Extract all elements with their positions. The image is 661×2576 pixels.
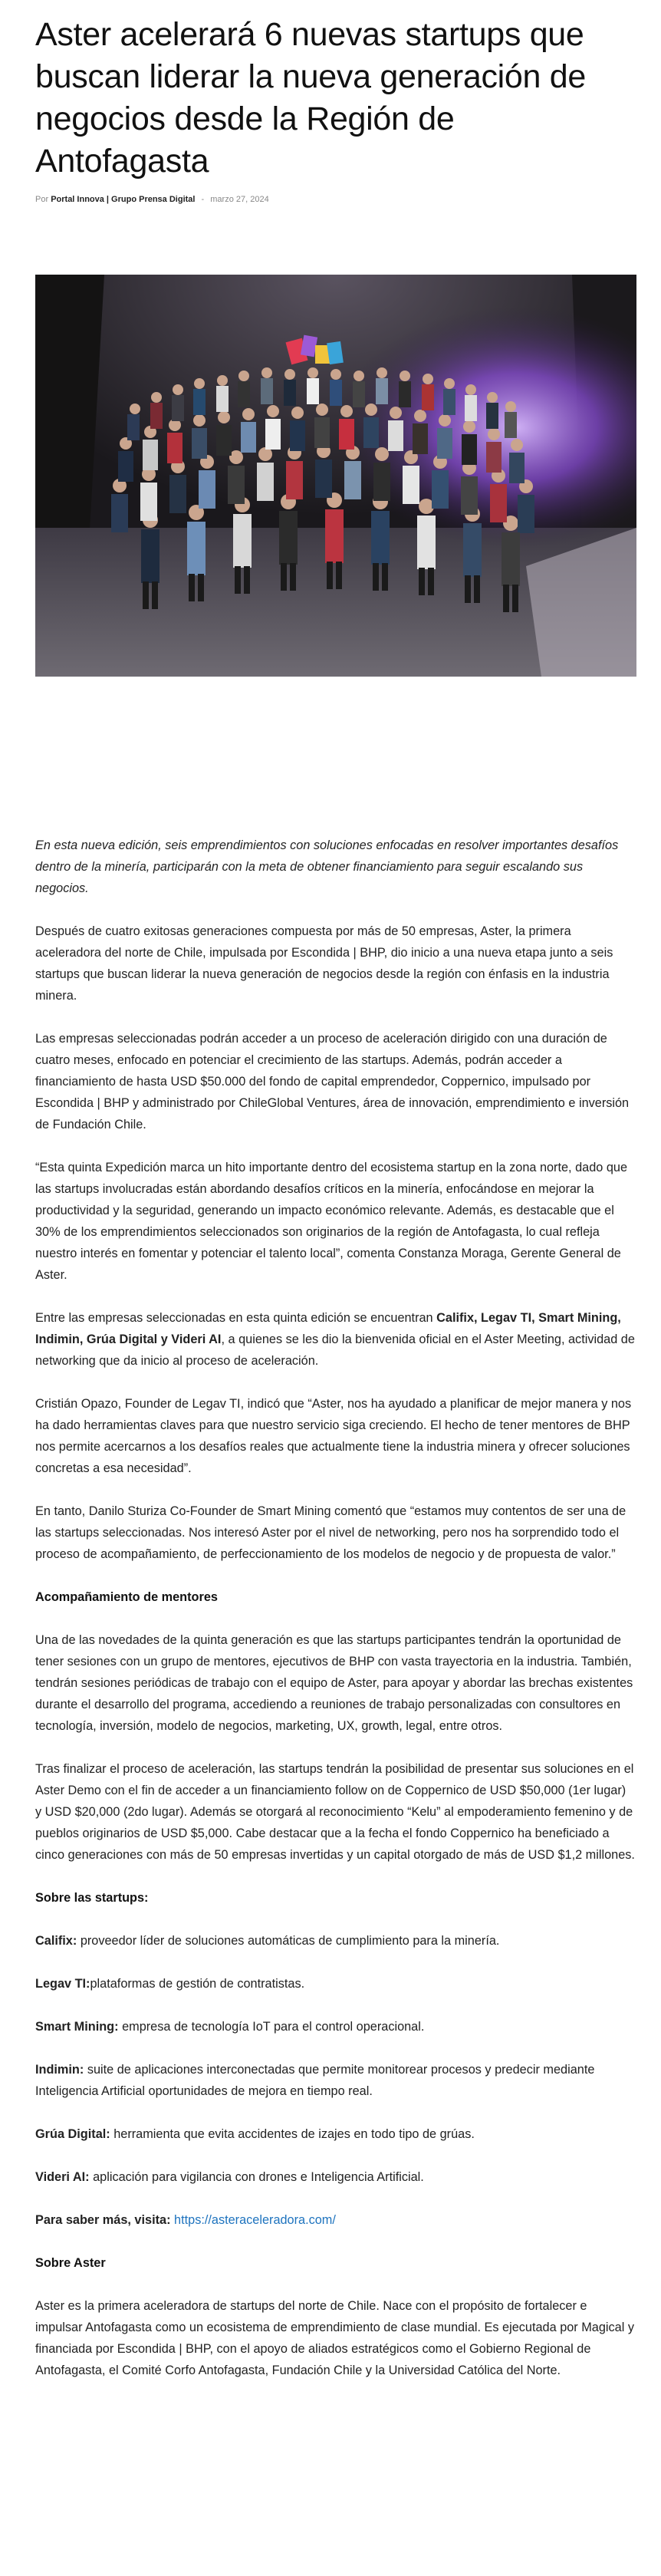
paragraph: Después de cuatro exitosas generaciones compuesta por más de 50 empresas, Aster, la primera aceleradora del norte de Chile, impulsada por Escondida | BHP, dio inicio a una nueva etapa junto a seis startups que buscan liderar la nueva generación de negocios desde la región con énfasis en la industria minera. — [35, 924, 613, 1003]
paragraph: Cristián Opazo, Founder de Legav TI, indicó que “Aster, nos ha ayudado a planificar de mejor manera y nos ha dado herramientas claves para que nuestro servicio siga creciendo. El hecho de tener mentores de BHP nos permite acercarnos a los desafíos reales que actualmente tiene la industria minera y ofrecer soluciones concretas a esa necesidad”. — [35, 1397, 632, 1475]
paragraph: En tanto, Danilo Sturiza Co-Founder de Smart Mining comentó que “estamos muy contentos de ser una de las startups seleccionadas. Nos interesó Aster por el nivel de networking, pero nos ha sorprendido todo el proceso de acompañamiento, de perfeccionamiento de los modelos de negocio y de propuesta de valor.” — [35, 1504, 626, 1561]
paragraph — [35, 1307, 635, 1372]
meta-separator: - — [201, 195, 205, 204]
paragraph: Tras finalizar el proceso de aceleración, las startups tendrán la posibilidad de presentar sus soluciones en el Aster Demo con el fin de acceder a un financiamiento follow on de Coppernico de USD $50,000 (1er lugar) y USD $20,000 (2do lugar). Además se otorgará al reconocimiento “Kelu” al empoderamiento femenino y de pueblos originarios de USD $5,000. Cabe destacar que a la fecha el fondo Coppernico ha beneficiado a cinco generaciones con más de 50 empresas invertidas y un capital otorgado de más de USD $1,2 millones. — [35, 1762, 635, 1862]
startup-desc: plataformas de gestión de contratistas. — [90, 1977, 305, 1991]
startup-item — [35, 2166, 635, 2188]
section-heading: Sobre Aster — [35, 2256, 106, 2270]
article-title: Aster acelerará 6 nuevas startups que buscan liderar la nueva generación de negocios desde la Región de Antofagasta — [35, 16, 587, 180]
article-body — [35, 835, 635, 2403]
section-heading: Sobre las startups: — [35, 1891, 149, 1905]
author-link[interactable]: Portal Innova | Grupo Prensa Digital — [51, 195, 196, 204]
startup-item — [35, 2123, 635, 2145]
startup-desc: herramienta que evita accidentes de izajes en todo tipo de grúas. — [110, 2127, 475, 2141]
more-info — [35, 2209, 635, 2231]
more-info-label: Para saber más, visita: — [35, 2213, 171, 2227]
publish-date: marzo 27, 2024 — [210, 195, 269, 204]
meta-by: Por — [35, 195, 49, 204]
startup-names: Califix, Legav TI, Smart Mining, Indimin, Grúa Digital y Videri AI — [35, 1311, 621, 1346]
group-photo-icon — [35, 275, 636, 677]
startup-name: Grúa Digital: — [35, 2127, 110, 2141]
hero-image — [35, 275, 636, 677]
startup-desc: aplicación para vigilancia con drones e Inteligencia Artificial. — [89, 2170, 424, 2184]
paragraph-text: Entre las empresas seleccionadas en esta quinta edición se encuentran — [35, 1311, 437, 1325]
startup-desc: suite de aplicaciones interconectadas que permite monitorear procesos y predecir mediante Inteligencia Artificial oportunidades de mejora en tiempo real. — [35, 2063, 595, 2098]
website-link[interactable]: https://asteraceleradora.com/ — [174, 2213, 336, 2227]
startup-desc: empresa de tecnología IoT para el control operacional. — [118, 2020, 425, 2034]
startup-item — [35, 1973, 635, 1995]
paragraph: Aster es la primera aceleradora de startups del norte de Chile. Nace con el propósito de fortalecer e impulsar Antofagasta como un ecosistema de emprendimiento de clase mundial. Es ejecutada por Magical y financiada por Escondida | BHP, con el apoyo de aliados estratégicos como el Gobierno Regional de Antofagasta, el Comité Corfo Antofagasta, Fundación Chile y la Universidad Católica del Norte. — [35, 2299, 635, 2377]
article-meta — [35, 195, 269, 204]
startup-name: Califix: — [35, 1934, 77, 1948]
startup-name: Smart Mining: — [35, 2020, 119, 2034]
startup-name: Indimin: — [35, 2063, 84, 2077]
startup-desc: proveedor líder de soluciones automáticas de cumplimiento para la minería. — [77, 1934, 500, 1948]
lead-paragraph: En esta nueva edición, seis emprendimientos con soluciones enfocadas en resolver importantes desafíos dentro de la minería, participarán con la meta de obtener financiamiento para seguir escalando sus negocios. — [35, 838, 619, 895]
startup-item — [35, 2059, 635, 2102]
startup-item — [35, 2016, 635, 2037]
paragraph-text: , a quienes se les dio la bienvenida oficial en el Aster Meeting, actividad de networking que da inicio al proceso de aceleración. — [35, 1332, 635, 1368]
startup-item — [35, 1930, 635, 1952]
startup-name: Legav TI: — [35, 1977, 90, 1991]
paragraph: Las empresas seleccionadas podrán acceder a un proceso de aceleración dirigido con una duración de cuatro meses, enfocado en potenciar el crecimiento de las startups. Además, podrán acceder a financiamiento de hasta USD $50.000 del fondo de capital emprendedor, Coppernico, impulsado por Escondida | BHP y administrado por ChileGlobal Ventures, área de innovación, emprendimiento e inversión de Fundación Chile. — [35, 1032, 630, 1132]
paragraph: “Esta quinta Expedición marca un hito importante dentro del ecosistema startup en la zona norte, dado que las startups involucradas están abordando desafíos críticos en la minería, enfocándose en mejorar la productividad y la seguridad, generando un impacto económico relevante. Además, es destacable que el 30% de los emprendimientos seleccionados son originarios de la región de Antofagasta, lo cual refleja nuestro interés en fomentar y potenciar el talento local”, comenta Constanza Moraga, Gerente General de Aster. — [35, 1161, 628, 1282]
startup-name: Videri AI: — [35, 2170, 90, 2184]
paragraph: Una de las novedades de la quinta generación es que las startups participantes tendrán la oportunidad de tener sesiones con un grupo de mentores, ejecutivos de BHP con vasta trayectoria en la industria. También, tendrán sesiones periódicas de trabajo con el equipo de Aster, para apoyar y abordar las brechas existentes durante el desarrollo del programa, accediendo a reuniones de trabajo personalizadas con consultores en tecnología, inversión, modelo de negocios, marketing, UX, growth, legal, entre otros. — [35, 1633, 633, 1733]
section-heading: Acompañamiento de mentores — [35, 1590, 218, 1604]
